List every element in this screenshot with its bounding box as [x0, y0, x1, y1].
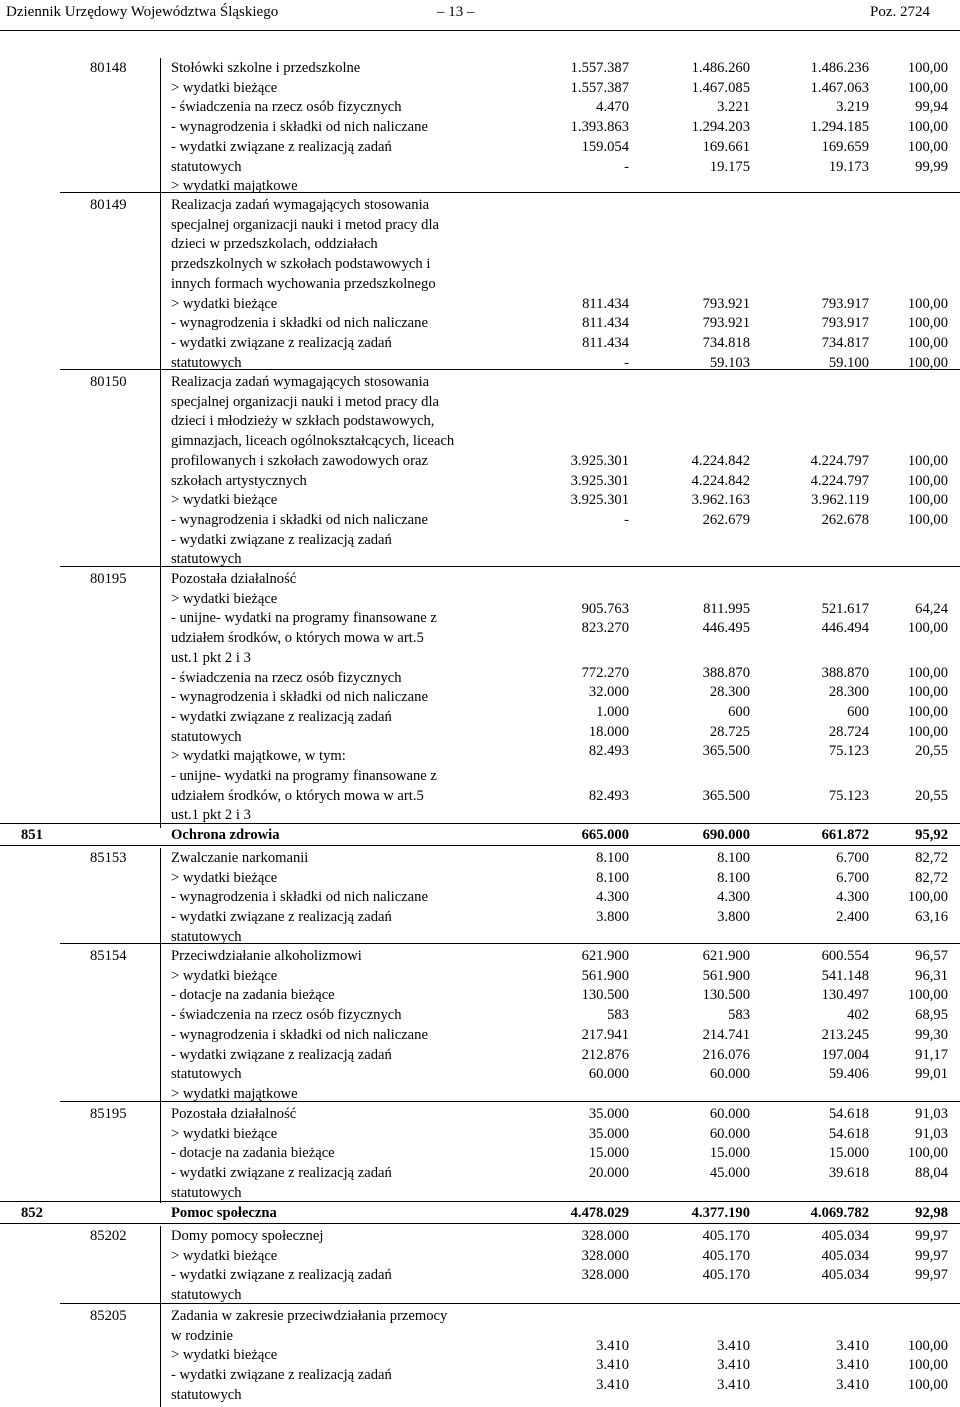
amended-plan-value: 4.377.190: [691, 1205, 750, 1221]
item-description: > wydatki bieżące: [171, 590, 278, 607]
item-description: > wydatki bieżące: [171, 869, 278, 886]
percent-value: 100,00: [907, 492, 948, 509]
item-description: - wynagrodzenia i składki od nich naliczane: [171, 511, 428, 528]
percent-value: 100,00: [907, 334, 948, 351]
percent-value: 82,72: [915, 850, 948, 866]
item-description: - świadczenia na rzecz osób fizycznych: [171, 1007, 402, 1024]
execution-value: 262.678: [821, 511, 869, 528]
percent-value: 91,03: [915, 1106, 948, 1122]
item-description: > wydatki bieżące: [171, 492, 278, 509]
item-description: specjalnej organizacji nauki i metod pracy dla: [171, 216, 439, 233]
amended-plan-value: 600: [728, 703, 750, 720]
percent-value: 99,97: [915, 1228, 948, 1244]
item-description: - wynagrodzenia i składki od nich naliczane: [171, 889, 428, 906]
execution-value: 75.123: [828, 743, 869, 760]
plan-value: 35.000: [588, 1106, 629, 1122]
item-description: Realizacja zadań wymagających stosowania: [171, 374, 430, 390]
execution-value: 3.962.119: [811, 492, 869, 509]
execution-value: 600: [847, 703, 869, 720]
item-description: - wydatki związane z realizacją zadań: [171, 1267, 392, 1284]
plan-value: 3.800: [596, 909, 629, 926]
plan-value: 3.410: [596, 1337, 629, 1354]
chapter-code: 80195: [90, 571, 127, 587]
amended-plan-value: 3.410: [717, 1337, 750, 1354]
execution-value: 6.700: [836, 850, 869, 866]
item-description: Pozostała działalność: [171, 1106, 297, 1122]
item-description: Stołówki szkolne i przedszkolne: [171, 60, 361, 76]
execution-value: 213.245: [821, 1026, 869, 1043]
item-description: - unijne- wydatki na programy finansowane z: [171, 768, 437, 784]
amended-plan-value: 1.486.260: [691, 60, 750, 76]
percent-value: 88,04: [915, 1165, 948, 1182]
execution-value: 3.410: [836, 1337, 869, 1354]
percent-value: 91,03: [915, 1125, 948, 1142]
plan-value: 1.557.387: [570, 79, 629, 96]
plan-value: 3.410: [596, 1376, 629, 1393]
plan-value: 4.300: [596, 889, 629, 906]
amended-plan-value: 446.495: [702, 620, 750, 637]
execution-value: 28.300: [828, 684, 869, 701]
execution-value: 521.617: [821, 600, 869, 617]
plan-value: 3.410: [596, 1357, 629, 1374]
section-rule: [60, 566, 960, 567]
item-description: - wydatki związane z realizacją zadań: [171, 1046, 392, 1063]
percent-value: 99,97: [915, 1267, 948, 1284]
percent-value: 100,00: [907, 1337, 948, 1354]
item-description: - świadczenia na rzecz osób fizycznych: [171, 669, 402, 686]
percent-value: 100,00: [907, 511, 948, 528]
execution-value: 4.069.782: [810, 1205, 869, 1221]
amended-plan-value: 793.921: [702, 315, 750, 332]
execution-value: 3.410: [836, 1376, 869, 1393]
plan-value: 1.557.387: [570, 60, 629, 76]
plan-value: -: [624, 511, 629, 528]
amended-plan-value: 28.725: [709, 723, 750, 740]
chapter-code: 80149: [90, 197, 127, 213]
item-description: gimnazjach, liceach ogólnokształcących, liceach: [171, 433, 455, 450]
plan-value: 823.270: [581, 620, 629, 637]
item-description: - wynagrodzenia i składki od nich naliczane: [171, 315, 428, 332]
percent-value: 100,00: [907, 703, 948, 720]
execution-value: 19.173: [828, 158, 869, 175]
percent-value: 82,72: [915, 869, 948, 886]
plan-value: 905.763: [581, 600, 629, 617]
item-description: profilowanych i szkołach zawodowych oraz: [171, 452, 428, 469]
execution-value: 54.618: [828, 1125, 869, 1142]
execution-value: 541.148: [821, 967, 869, 984]
amended-plan-value: 365.500: [702, 743, 750, 760]
section-rule: [60, 369, 960, 370]
item-description: > wydatki bieżące: [171, 1125, 278, 1142]
execution-value: 59.406: [828, 1066, 869, 1083]
amended-plan-value: 583: [728, 1007, 750, 1024]
plan-value: 1.000: [596, 703, 629, 720]
percent-value: 100,00: [907, 620, 948, 637]
amended-plan-value: 28.300: [709, 684, 750, 701]
plan-value: 583: [607, 1007, 629, 1024]
amended-plan-value: 734.818: [702, 334, 750, 351]
percent-value: 100,00: [907, 138, 948, 155]
execution-value: 1.294.185: [810, 119, 869, 136]
percent-value: 100,00: [907, 354, 948, 371]
item-description: innych formach wychowania przedszkolnego: [171, 275, 436, 292]
column-separator: [160, 848, 161, 1203]
percent-value: 100,00: [907, 684, 948, 701]
percent-value: 92,98: [915, 1205, 948, 1221]
column-separator: [160, 58, 161, 828]
plan-value: -: [624, 354, 629, 371]
amended-plan-value: 690.000: [702, 827, 750, 843]
plan-value: 212.876: [581, 1046, 629, 1063]
plan-value: 32.000: [588, 684, 629, 701]
section-rule: [60, 192, 960, 193]
chapter-code: 85205: [90, 1308, 127, 1324]
item-description: > wydatki bieżące: [171, 1247, 278, 1264]
execution-value: 4.300: [836, 889, 869, 906]
amended-plan-value: 405.170: [702, 1228, 750, 1244]
item-description: udziałem środków, o których mowa w art.5: [171, 787, 424, 804]
plan-value: 3.925.301: [570, 492, 629, 509]
amended-plan-value: 60.000: [709, 1125, 750, 1142]
item-description: - wydatki związane z realizacją zadań: [171, 531, 392, 548]
percent-value: 100,00: [907, 987, 948, 1004]
section-rule: [60, 943, 960, 944]
item-description: - wynagrodzenia i składki od nich naliczane: [171, 1026, 428, 1043]
plan-value: 82.493: [588, 787, 629, 804]
amended-plan-value: 45.000: [709, 1165, 750, 1182]
execution-value: 15.000: [828, 1145, 869, 1162]
amended-plan-value: 3.410: [717, 1357, 750, 1374]
column-separator: [160, 1226, 161, 1407]
item-description: statutowych: [171, 158, 242, 175]
plan-value: 20.000: [588, 1165, 629, 1182]
item-description: - wynagrodzenia i składki od nich naliczane: [171, 119, 428, 136]
plan-value: 159.054: [581, 138, 629, 155]
item-description: - wydatki związane z realizacją zadań: [171, 909, 392, 926]
execution-value: 59.100: [828, 354, 869, 371]
percent-value: 96,31: [915, 967, 948, 984]
section-rule: [0, 1201, 960, 1202]
item-description: > wydatki bieżące: [171, 295, 278, 312]
amended-plan-value: 8.100: [717, 869, 750, 886]
execution-value: 3.219: [836, 99, 869, 116]
item-description: Realizacja zadań wymagających stosowania: [171, 197, 430, 213]
plan-value: 8.100: [596, 850, 629, 866]
item-description: w rodzinie: [171, 1327, 234, 1344]
plan-value: 3.925.301: [570, 452, 629, 469]
amended-plan-value: 4.224.842: [691, 472, 750, 489]
item-description: ust.1 pkt 2 i 3: [171, 807, 251, 824]
amended-plan-value: 262.679: [702, 511, 750, 528]
percent-value: 100,00: [907, 723, 948, 740]
percent-value: 64,24: [915, 600, 948, 617]
item-description: ust.1 pkt 2 i 3: [171, 649, 251, 666]
percent-value: 100,00: [907, 315, 948, 332]
percent-value: 100,00: [907, 119, 948, 136]
item-description: > wydatki majątkowe: [171, 1085, 298, 1102]
item-description: > wydatki bieżące: [171, 967, 278, 984]
execution-value: 4.224.797: [810, 472, 869, 489]
amended-plan-value: 216.076: [702, 1046, 750, 1063]
chapter-code: 80148: [90, 60, 127, 76]
percent-value: 99,01: [915, 1066, 948, 1083]
percent-value: 99,97: [915, 1247, 948, 1264]
execution-value: 388.870: [821, 664, 869, 681]
percent-value: 95,92: [915, 827, 948, 843]
amended-plan-value: 60.000: [709, 1106, 750, 1122]
page-number: – 13 –: [437, 4, 475, 20]
execution-value: 130.497: [821, 987, 869, 1004]
item-description: statutowych: [171, 1184, 242, 1201]
department-name: Pomoc społeczna: [171, 1205, 277, 1221]
item-description: statutowych: [171, 354, 242, 371]
department-code: 852: [21, 1205, 43, 1221]
plan-value: 18.000: [588, 723, 629, 740]
amended-plan-value: 561.900: [702, 967, 750, 984]
amended-plan-value: 1.294.203: [691, 119, 750, 136]
percent-value: 100,00: [907, 452, 948, 469]
item-description: Przeciwdziałanie alkoholizmowi: [171, 948, 362, 964]
percent-value: 99,30: [915, 1026, 948, 1043]
execution-value: 2.400: [836, 909, 869, 926]
item-description: > wydatki bieżące: [171, 79, 278, 96]
execution-value: 28.724: [828, 723, 869, 740]
execution-value: 1.467.063: [810, 79, 869, 96]
execution-value: 446.494: [821, 620, 869, 637]
section-rule: [0, 823, 960, 824]
item-description: - wydatki związane z realizacją zadań: [171, 138, 392, 155]
execution-value: 6.700: [836, 869, 869, 886]
execution-value: 405.034: [821, 1267, 869, 1284]
percent-value: 100,00: [907, 664, 948, 681]
amended-plan-value: 3.800: [717, 909, 750, 926]
chapter-code: 85153: [90, 850, 127, 866]
department-name: Ochrona zdrowia: [171, 827, 280, 843]
chapter-code: 85202: [90, 1228, 127, 1244]
item-description: statutowych: [171, 551, 242, 568]
item-description: statutowych: [171, 1287, 242, 1304]
journal-title: Dziennik Urzędowy Województwa Śląskiego: [6, 4, 279, 20]
item-description: udziałem środków, o których mowa w art.5: [171, 630, 424, 647]
item-description: - wynagrodzenia i składki od nich naliczane: [171, 689, 428, 706]
plan-value: 328.000: [581, 1267, 629, 1284]
item-description: - dotacje na zadania bieżące: [171, 1145, 335, 1162]
amended-plan-value: 130.500: [702, 987, 750, 1004]
plan-value: 4.478.029: [570, 1205, 629, 1221]
execution-value: 4.224.797: [810, 452, 869, 469]
plan-value: 621.900: [581, 948, 629, 964]
execution-value: 405.034: [821, 1247, 869, 1264]
percent-value: 91,17: [915, 1046, 948, 1063]
item-description: > wydatki majątkowe: [171, 178, 298, 195]
plan-value: 3.925.301: [570, 472, 629, 489]
plan-value: 1.393.863: [570, 119, 629, 136]
amended-plan-value: 214.741: [702, 1026, 750, 1043]
execution-value: 405.034: [821, 1228, 869, 1244]
amended-plan-value: 4.300: [717, 889, 750, 906]
percent-value: 100,00: [907, 1145, 948, 1162]
percent-value: 100,00: [907, 60, 948, 76]
chapter-code: 85154: [90, 948, 127, 964]
plan-value: 811.434: [582, 315, 629, 332]
plan-value: 811.434: [582, 334, 629, 351]
item-description: - wydatki związane z realizacją zadań: [171, 708, 392, 725]
item-description: > wydatki bieżące: [171, 1347, 278, 1364]
section-rule: [0, 845, 960, 846]
plan-value: 665.000: [581, 827, 629, 843]
plan-value: 328.000: [581, 1228, 629, 1244]
plan-value: 772.270: [581, 664, 629, 681]
amended-plan-value: 59.103: [709, 354, 750, 371]
percent-value: 100,00: [907, 295, 948, 312]
plan-value: 811.434: [582, 295, 629, 312]
amended-plan-value: 8.100: [717, 850, 750, 866]
amended-plan-value: 3.410: [717, 1376, 750, 1393]
execution-value: 661.872: [821, 827, 869, 843]
item-description: statutowych: [171, 728, 242, 745]
section-rule: [60, 1303, 960, 1304]
execution-value: 54.618: [828, 1106, 869, 1122]
chapter-code: 85195: [90, 1106, 127, 1122]
item-description: specjalnej organizacji nauki i metod pracy dla: [171, 393, 439, 410]
plan-value: 82.493: [588, 743, 629, 760]
amended-plan-value: 19.175: [709, 158, 750, 175]
section-rule: [0, 1223, 960, 1224]
percent-value: 100,00: [907, 1376, 948, 1393]
amended-plan-value: 405.170: [702, 1247, 750, 1264]
percent-value: 96,57: [915, 948, 948, 964]
plan-value: 15.000: [588, 1145, 629, 1162]
chapter-code: 80150: [90, 374, 127, 390]
item-description: Domy pomocy społecznej: [171, 1228, 324, 1244]
percent-value: 100,00: [907, 889, 948, 906]
execution-value: 793.917: [821, 315, 869, 332]
execution-value: 600.554: [821, 948, 869, 964]
execution-value: 197.004: [821, 1046, 869, 1063]
percent-value: 20,55: [915, 787, 948, 804]
execution-value: 75.123: [828, 787, 869, 804]
item-description: - wydatki związane z realizacją zadań: [171, 334, 392, 351]
amended-plan-value: 3.962.163: [691, 492, 750, 509]
position-number: Poz. 2724: [870, 4, 930, 20]
item-description: statutowych: [171, 1386, 242, 1403]
percent-value: 99,94: [915, 99, 948, 116]
amended-plan-value: 169.661: [702, 138, 750, 155]
amended-plan-value: 388.870: [702, 664, 750, 681]
amended-plan-value: 15.000: [709, 1145, 750, 1162]
execution-value: 3.410: [836, 1357, 869, 1374]
item-description: statutowych: [171, 1066, 242, 1083]
amended-plan-value: 60.000: [709, 1066, 750, 1083]
plan-value: 60.000: [588, 1066, 629, 1083]
plan-value: 130.500: [581, 987, 629, 1004]
item-description: - wydatki związane z realizacją zadań: [171, 1367, 392, 1384]
item-description: dzieci i młodzieży w szkłach podstawowych,: [171, 413, 435, 430]
execution-value: 169.659: [821, 138, 869, 155]
item-description: Zadania w zakresie przeciwdziałania przemocy: [171, 1308, 448, 1324]
amended-plan-value: 621.900: [702, 948, 750, 964]
plan-value: 561.900: [581, 967, 629, 984]
item-description: Pozostała działalność: [171, 571, 297, 587]
item-description: - świadczenia na rzecz osób fizycznych: [171, 99, 402, 116]
execution-value: 39.618: [828, 1165, 869, 1182]
percent-value: 63,16: [915, 909, 948, 926]
item-description: - unijne- wydatki na programy finansowane z: [171, 610, 437, 627]
item-description: - dotacje na zadania bieżące: [171, 987, 335, 1004]
item-description: dzieci w przedszkolach, oddziałach: [171, 236, 378, 253]
percent-value: 100,00: [907, 79, 948, 96]
amended-plan-value: 3.221: [717, 99, 750, 116]
execution-value: 402: [847, 1007, 869, 1024]
plan-value: 328.000: [581, 1247, 629, 1264]
percent-value: 68,95: [915, 1007, 948, 1024]
percent-value: 100,00: [907, 472, 948, 489]
plan-value: 217.941: [581, 1026, 629, 1043]
item-description: przedszkolnych w szkołach podstawowych i: [171, 256, 431, 273]
plan-value: 8.100: [596, 869, 629, 886]
percent-value: 100,00: [907, 1357, 948, 1374]
amended-plan-value: 405.170: [702, 1267, 750, 1284]
item-description: szkołach artystycznych: [171, 472, 307, 489]
execution-value: 734.817: [821, 334, 869, 351]
amended-plan-value: 1.467.085: [691, 79, 750, 96]
execution-value: 1.486.236: [810, 60, 869, 76]
amended-plan-value: 365.500: [702, 787, 750, 804]
department-code: 851: [21, 827, 43, 843]
plan-value: -: [624, 158, 629, 175]
section-rule: [60, 1101, 960, 1102]
plan-value: 4.470: [596, 99, 629, 116]
item-description: - wydatki związane z realizacją zadań: [171, 1165, 392, 1182]
item-description: Zwalczanie narkomanii: [171, 850, 309, 866]
item-description: > wydatki majątkowe, w tym:: [171, 748, 346, 765]
amended-plan-value: 811.995: [703, 600, 750, 617]
amended-plan-value: 4.224.842: [691, 452, 750, 469]
percent-value: 99,99: [915, 158, 948, 175]
percent-value: 20,55: [915, 743, 948, 760]
item-description: statutowych: [171, 928, 242, 945]
execution-value: 793.917: [821, 295, 869, 312]
plan-value: 35.000: [588, 1125, 629, 1142]
amended-plan-value: 793.921: [702, 295, 750, 312]
